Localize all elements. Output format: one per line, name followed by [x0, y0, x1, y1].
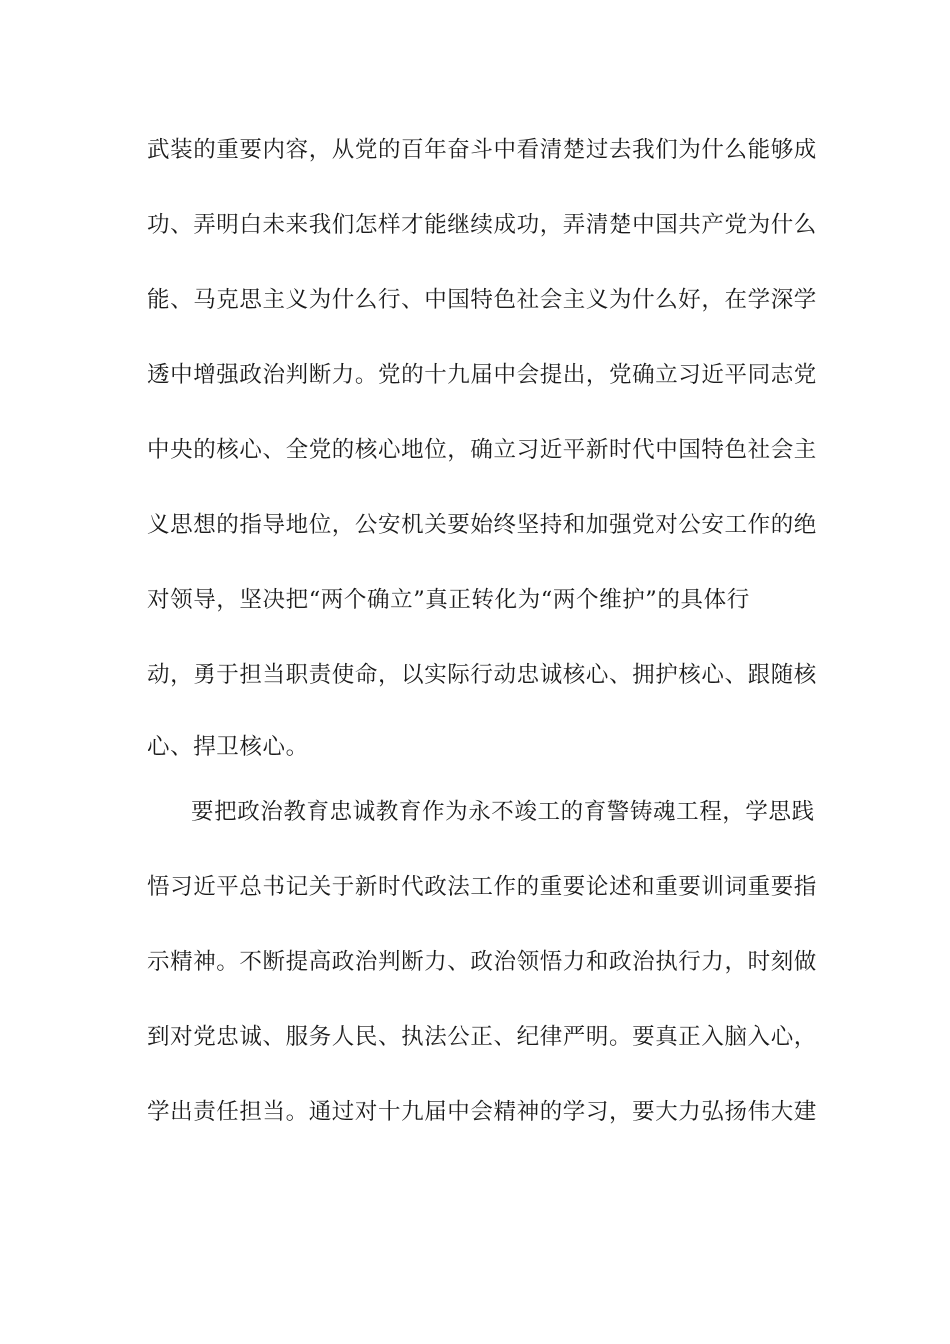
- paragraph-1-line-5: 中央的核心、全党的核心地位，确立习近平新时代中国特色社会主: [147, 437, 817, 463]
- paragraph-1-line-8: 动，勇于担当职责使命，以实际行动忠诚核心、拥护核心、跟随核: [147, 662, 817, 688]
- paragraph-1-line-3: 能、马克思主义为什么行、中国特色社会主义为什么好，在学深学: [147, 287, 817, 313]
- paragraph-1-line-1: 武装的重要内容，从党的百年奋斗中看清楚过去我们为什么能够成: [147, 137, 817, 163]
- paragraph-2-line-5: 学出责任担当。通过对十九届中会精神的学习，要大力弘扬伟大建: [147, 1099, 817, 1125]
- paragraph-2-line-1: 要把政治教育忠诚教育作为永不竣工的育警铸魂工程，学思践: [191, 799, 815, 825]
- paragraph-1-line-9: 心、捍卫核心。: [147, 734, 309, 760]
- paragraph-1-line-6: 义思想的指导地位，公安机关要始终坚持和加强党对公安工作的绝: [147, 512, 817, 538]
- paragraph-2-line-2: 悟习近平总书记关于新时代政法工作的重要论述和重要训词重要指: [147, 874, 817, 900]
- paragraph-1-line-2: 功、弄明白未来我们怎样才能继续成功，弄清楚中国共产党为什么: [147, 212, 817, 238]
- paragraph-2-line-4: 到对党忠诚、服务人民、执法公正、纪律严明。要真正入脑入心，: [147, 1024, 817, 1050]
- paragraph-1-line-4: 透中增强政治判断力。党的十九届中会提出，党确立习近平同志党: [147, 362, 817, 388]
- paragraph-1-line-7: 对领导，坚决把“两个确立”真正转化为“两个维护”的具体行: [147, 587, 750, 613]
- paragraph-2-line-3: 示精神。不断提高政治判断力、政治领悟力和政治执行力，时刻做: [147, 949, 817, 975]
